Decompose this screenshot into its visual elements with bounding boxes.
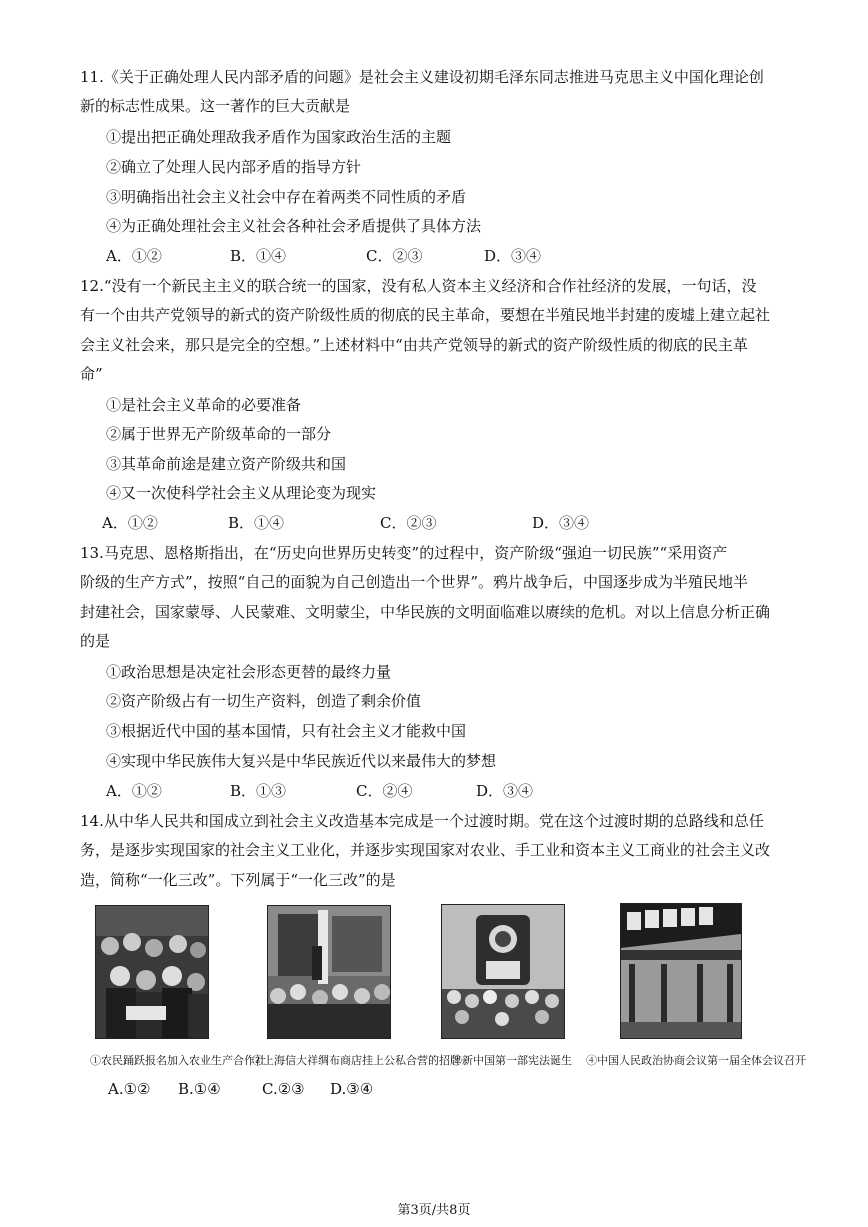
q12-option-1: ①是社会主义革命的必要准备 bbox=[106, 396, 302, 414]
caption-photo-2: ②上海信大祥绸布商店挂上公私合营的招牌 bbox=[252, 1054, 461, 1067]
q14-stem-line-1: 14.从中华人民共和国成立到社会主义改造基本完成是一个过渡时期。党在这个过渡时期的总路线和总任 bbox=[80, 812, 764, 830]
q11-choice-a[interactable]: A．①② bbox=[106, 247, 162, 265]
q12-stem-line-2: 有一个由共产党领导的新式的资产阶级性质的彻底的民主革命，要想在半殖民地半封建的废墟上建立起社 bbox=[80, 306, 771, 324]
q11-choice-b[interactable]: B．①④ bbox=[230, 247, 287, 265]
q12-option-4: ④又一次使科学社会主义从理论变为现实 bbox=[106, 484, 377, 502]
q12-option-2: ②属于世界无产阶级革命的一部分 bbox=[106, 425, 332, 443]
caption-photo-1: ①农民踊跃报名加入农业生产合作社 bbox=[90, 1054, 266, 1067]
q14-choice-d[interactable]: D.③④ bbox=[330, 1080, 374, 1098]
photo-first-constitution bbox=[441, 904, 565, 1039]
q13-choice-a[interactable]: A．①② bbox=[106, 782, 162, 800]
q14-choice-c[interactable]: C.②③ bbox=[262, 1080, 305, 1098]
q11-choice-c[interactable]: C．②③ bbox=[366, 247, 423, 265]
page-number-footer: 第3页/共8页 bbox=[397, 1203, 471, 1218]
q13-option-3: ③根据近代中国的基本国情，只有社会主义才能救中国 bbox=[106, 722, 467, 740]
q11-option-2: ②确立了处理人民内部矛盾的指导方针 bbox=[106, 158, 362, 176]
q14-choice-a[interactable]: A.①② bbox=[108, 1080, 151, 1098]
q14-stem-line-2: 务，是逐步实现国家的社会主义工业化，并逐步实现国家对农业、手工业和资本主义工商业的社会主义改 bbox=[80, 841, 771, 859]
photo-shanghai-shop-sign bbox=[267, 905, 391, 1039]
q12-stem-line-1: 12.“没有一个新民主主义的联合统一的国家，没有私人资本主义经济和合作社经济的发展，一句话，没 bbox=[80, 277, 757, 295]
q11-stem-line-2: 新的标志性成果。这一著作的巨大贡献是 bbox=[80, 97, 351, 115]
q13-stem-line-4: 的是 bbox=[80, 632, 111, 650]
q11-option-3: ③明确指出社会主义社会中存在着两类不同性质的矛盾 bbox=[106, 188, 467, 206]
q14-choice-b[interactable]: B.①④ bbox=[178, 1080, 221, 1098]
q13-stem-line-3: 封建社会，国家蒙辱、人民蒙难、文明蒙尘，中华民族的文明面临难以赓续的危机。对以上信息分析正确 bbox=[80, 603, 771, 621]
q12-stem-line-3: 会主义社会来，那只是完全的空想。”上述材料中“由共产党领导的新式的资产阶级性质的彻底的民主革 bbox=[80, 336, 748, 354]
q11-choice-d[interactable]: D．③④ bbox=[484, 247, 542, 265]
q11-stem-line-1: 11.《关于正确处理人民内部矛盾的问题》是社会主义建设初期毛泽东同志推进马克思主义中国化理论创 bbox=[80, 68, 764, 86]
q13-option-1: ①政治思想是决定社会形态更替的最终力量 bbox=[106, 663, 392, 681]
q14-stem-line-3: 造，简称“一化三改”。下列属于“一化三改”的是 bbox=[80, 871, 396, 889]
photo-cppcc-first-session bbox=[620, 903, 742, 1039]
q13-option-2: ②资产阶级占有一切生产资料，创造了剩余价值 bbox=[106, 692, 422, 710]
q11-option-4: ④为正确处理社会主义社会各种社会矛盾提供了具体方法 bbox=[106, 217, 482, 235]
q12-choice-c[interactable]: C．②③ bbox=[380, 514, 437, 532]
q13-choices bbox=[106, 780, 566, 802]
photo-farmers-joining-cooperative bbox=[95, 905, 209, 1039]
q13-option-4: ④实现中华民族伟大复兴是中华民族近代以来最伟大的梦想 bbox=[106, 752, 497, 770]
q12-choice-b[interactable]: B．①④ bbox=[228, 514, 285, 532]
q12-option-3: ③其革命前途是建立资产阶级共和国 bbox=[106, 455, 347, 473]
q11-choices bbox=[106, 245, 566, 267]
q13-choice-c[interactable]: C．②④ bbox=[356, 782, 413, 800]
caption-photo-4: ④中国人民政治协商会议第一届全体会议召开 bbox=[586, 1054, 806, 1067]
q13-stem-line-1: 13.马克思、恩格斯指出，在“历史向世界历史转变”的过程中，资产阶级“强迫一切民族”“采用资产 bbox=[80, 544, 728, 562]
q13-choice-d[interactable]: D．③④ bbox=[476, 782, 534, 800]
q14-choices bbox=[108, 1078, 408, 1100]
q13-stem-line-2: 阶级的生产方式”，按照“自己的面貌为自己创造出一个世界”。鸦片战争后，中国逐步成为半殖民地半 bbox=[80, 573, 749, 591]
q12-choices bbox=[102, 512, 602, 534]
q12-choice-d[interactable]: D．③④ bbox=[532, 514, 590, 532]
q12-stem-line-4: 命” bbox=[80, 365, 103, 383]
q12-choice-a[interactable]: A．①② bbox=[102, 514, 158, 532]
caption-photo-3: ③新中国第一部宪法诞生 bbox=[451, 1054, 572, 1067]
q13-choice-b[interactable]: B．①③ bbox=[230, 782, 287, 800]
q11-option-1: ①提出把正确处理敌我矛盾作为国家政治生活的主题 bbox=[106, 128, 452, 146]
